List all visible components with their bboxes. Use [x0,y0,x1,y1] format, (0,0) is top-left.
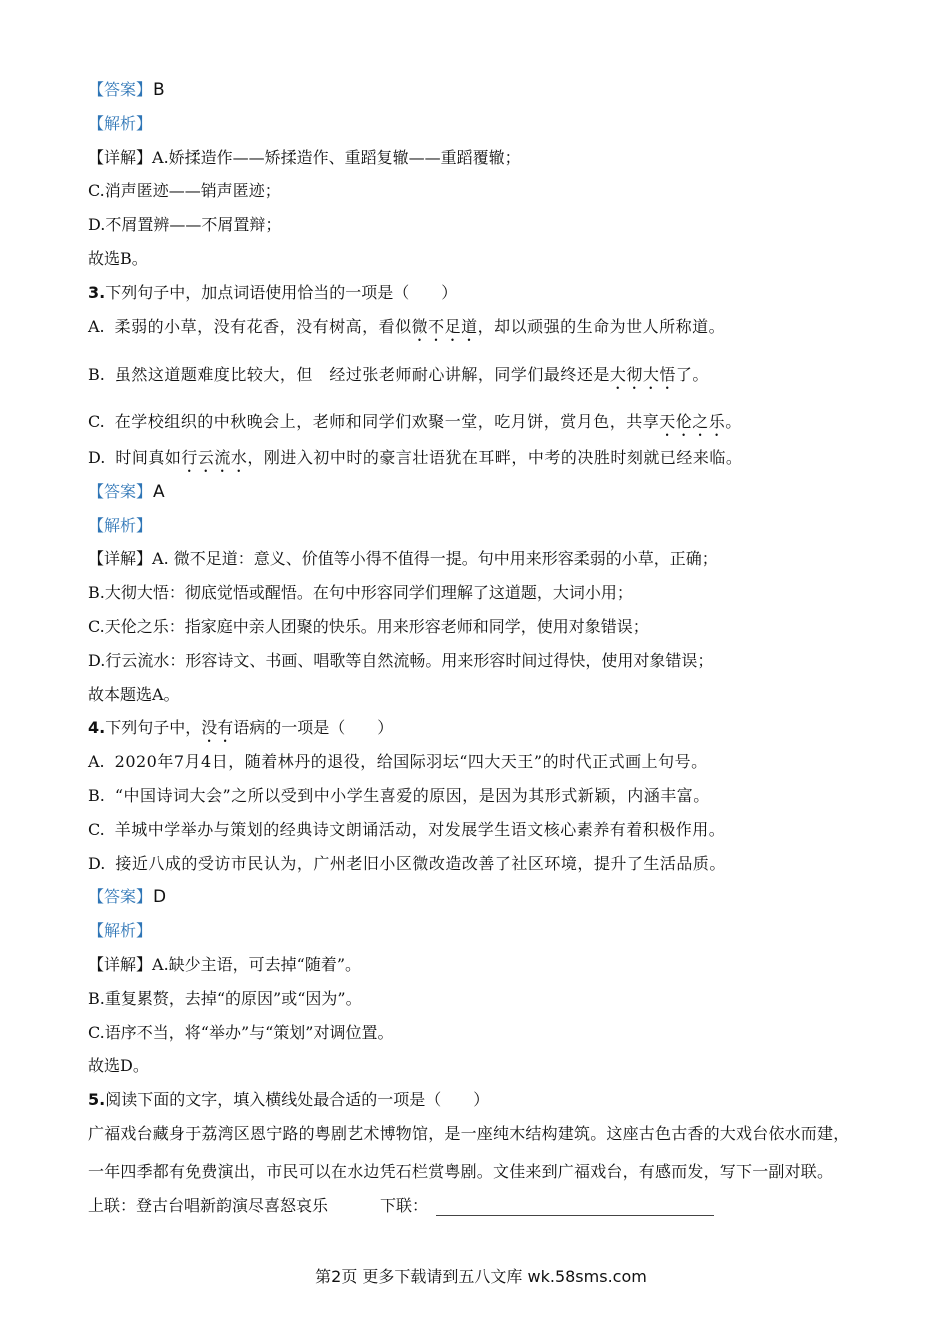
q2-conclusion-line [88,242,908,276]
q4-option-b [88,779,908,813]
q3-answer-line [88,475,908,509]
lower-couplet-label: 下联： [380,1195,429,1215]
option-label: B. [88,785,105,805]
q4-analysis-line [88,914,908,948]
question-number: 3. [88,282,106,302]
detail-text: A. 微不足道：意义、价值等小得不值得一提。句中用来形容柔弱的小草，正确； [152,549,718,569]
answer-value: A [153,481,165,502]
passage-text: 广福戏台藏身于荔湾区恩宁路的粤剧艺术博物馆，是一座纯木结构建筑。这座古色古香的大戏台依水而建， [88,1123,850,1143]
analysis-label: 【解析】 [88,113,153,133]
question-number: 4. [88,718,106,738]
option-text: 2020年7月4日，随着林丹的退役，给国际羽坛“四大天王”的时代正式画上句号。 [114,752,708,772]
detail-text: D.行云流水：形容诗文、书画、唱歌等自然流畅。用来形容时间过得快，使用对象错误； [88,650,714,670]
q4-answer-line [88,880,908,914]
detail-text: B.大彻大悟：彻底觉悟或醒悟。在句中形容同学们理解了这道题，大词小用； [88,583,633,603]
answer-label: 【答案】 [88,481,153,501]
q5-couplet-line [88,1189,908,1223]
document-page [88,73,908,1222]
q5-stem [88,1083,908,1117]
dotted-term: 大彻大悟 [609,365,676,385]
detail-text: B.重复累赘，去掉“的原因”或“因为”。 [88,988,362,1008]
detail-label: 【详解】 [88,147,153,167]
dotted-term: 微不足道 [411,316,478,336]
answer-blank-line [436,1201,714,1216]
detail-label: 【详解】 [88,954,153,974]
q3-option-b [88,358,908,392]
answer-label: 【答案】 [88,887,153,907]
question-number: 5. [88,1090,106,1110]
question-stem: 下列句子中， [105,718,202,738]
q3-option-d [88,441,908,475]
question-stem: 阅读下面的文字，填入横线处最合适的一项是（ ） [105,1090,490,1110]
q4-option-c [88,813,908,847]
q2-detail-line [88,141,908,175]
q2-analysis-line [88,107,908,141]
q4-conclusion-line [88,1049,908,1083]
upper-couplet: 上联：登古台唱新韵演尽喜怒哀乐 [88,1195,329,1215]
answer-value: D [153,887,167,908]
q2-detail-line [88,208,908,242]
q5-passage-line [88,1117,908,1151]
conclusion-text: 故选B。 [88,248,148,268]
option-text: 接近八成的受访市民认为，广州老旧小区微改造改善了社区环境，提升了生活品质。 [115,853,726,873]
q4-detail-line [88,948,908,982]
option-text: 柔弱的小草，没有花香，没有树高，看似 [114,316,412,336]
q4-option-d [88,847,908,881]
option-text: “中国诗词大会”之所以受到中小学生喜爱的原因，是因为其形式新颖，内涵丰富。 [114,785,710,805]
question-stem: 语病的一项是（ ） [233,718,394,738]
q5-passage-line [88,1155,908,1189]
q2-detail-line [88,174,908,208]
detail-text: D.不屑置辨——不屑置辩； [88,215,282,235]
option-label: C. [88,412,105,432]
detail-text: A.缺少主语，可去掉“随着”。 [152,954,362,974]
q4-detail-line [88,982,908,1016]
q3-detail-line [88,644,908,678]
analysis-label: 【解析】 [88,515,153,535]
option-text: 了。 [675,365,709,385]
answer-label: 【答案】 [88,80,153,99]
option-text: 羊城中学举办与策划的经典诗文朗诵活动，对发展学生语文核心素养有着积极作用。 [114,819,726,839]
q3-conclusion-line [88,678,908,712]
detail-text: A.娇揉造作——矫揉造作、重蹈复辙——重蹈覆辙； [152,147,521,167]
answer-value: B [153,80,165,100]
detail-label: 【详解】 [88,549,153,569]
option-label: A. [88,752,105,772]
dotted-term: 行云流水 [181,447,248,467]
q4-option-a [88,745,908,779]
page-footer: 第2页 更多下载请到五八文库 wk.58sms.com [315,1267,647,1286]
dotted-term: 没有 [201,718,234,738]
analysis-label: 【解析】 [88,921,153,941]
q2-answer-line [88,73,908,107]
q3-detail-line [88,576,908,610]
q3-option-a [88,310,908,344]
option-text: 虽然这道题难度比较大，但 经过张老师耐心讲解，同学们最终还是 [114,365,610,385]
dotted-term: 天伦之乐 [659,412,726,432]
q3-detail-line [88,610,908,644]
detail-text: C.语序不当，将“举办”与“策划”对调位置。 [88,1022,394,1042]
option-text: ，刚进入初中时的豪言壮语犹在耳畔，中考的决胜时刻就已经来临。 [247,447,743,467]
q3-detail-line [88,542,908,576]
q3-stem [88,276,908,310]
option-text: 。 [725,412,742,432]
option-text: 在学校组织的中秋晚会上，老师和同学们欢聚一堂，吃月饼，赏月色，共享 [114,412,660,432]
passage-text: 一年四季都有免费演出，市民可以在水边凭石栏赏粤剧。文佳来到广福戏台，有感而发，写下一副对联。 [88,1161,834,1181]
option-label: D. [88,447,106,467]
option-text: ，却以顽强的生命为世人所称道。 [477,316,726,336]
detail-text: C.天伦之乐：指家庭中亲人团聚的快乐。用来形容老师和同学，使用对象错误； [88,616,649,636]
option-label: A. [88,316,105,336]
detail-text: C.消声匿迹——销声匿迹； [88,181,281,201]
q4-detail-line [88,1016,908,1050]
q3-option-c [88,405,908,439]
option-label: C. [88,819,105,839]
option-text: 时间真如 [115,447,182,467]
option-label: D. [88,853,106,873]
q4-stem [88,711,908,745]
conclusion-text: 故本题选A。 [88,684,180,704]
option-label: B. [88,365,105,385]
conclusion-text: 故选D。 [88,1056,149,1076]
q3-analysis-line [88,509,908,543]
question-stem: 下列句子中，加点词语使用恰当的一项是（ ） [105,282,458,302]
